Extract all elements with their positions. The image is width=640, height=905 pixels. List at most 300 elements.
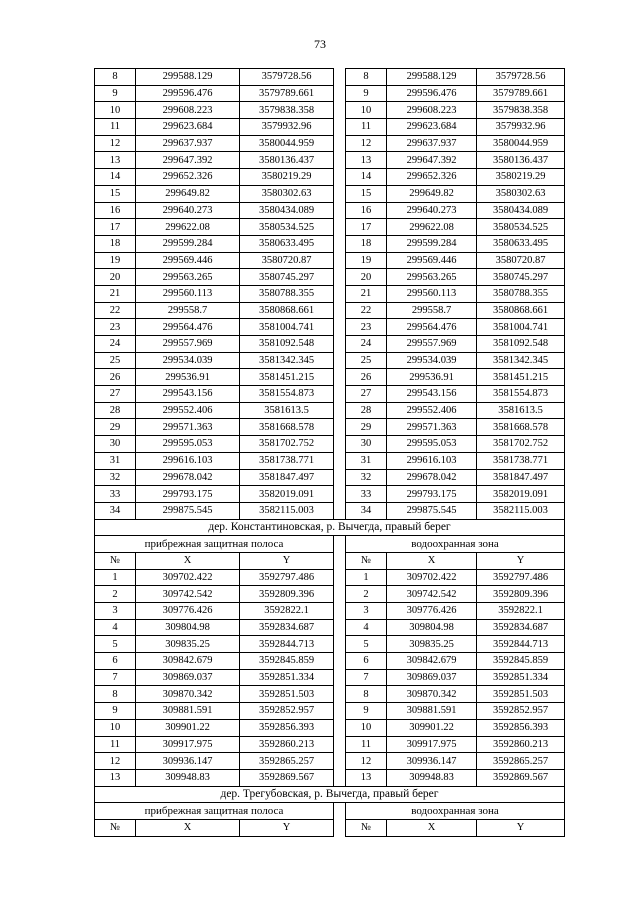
right-y-coordinate: 3592851.334 [477,669,565,686]
left-point-number: 32 [95,469,136,486]
table-row [95,219,565,236]
left-x-coordinate: 309948.83 [136,769,240,786]
right-point-number: 19 [346,252,387,269]
right-point-number: 22 [346,302,387,319]
left-number-header: № [95,552,136,569]
right-y-coordinate: 3579728.56 [477,69,565,86]
left-y-coordinate: 3580534.525 [240,219,334,236]
right-y-coordinate: 3580745.297 [477,269,565,286]
left-y-coordinate: 3592844.713 [240,636,334,653]
table-row [95,502,565,519]
left-point-number: 6 [95,653,136,670]
left-y-coordinate: 3580302.63 [240,185,334,202]
left-point-number: 11 [95,736,136,753]
left-point-number: 1 [95,569,136,586]
table-row [95,352,565,369]
column-gap [334,119,346,136]
right-point-number: 11 [346,119,387,136]
right-point-number: 11 [346,736,387,753]
left-point-number: 5 [95,636,136,653]
left-y-header: Y [240,552,334,569]
right-y-coordinate: 3579838.358 [477,102,565,119]
left-x-coordinate: 299595.053 [136,436,240,453]
right-y-coordinate: 3592797.486 [477,569,565,586]
right-point-number: 25 [346,352,387,369]
section-title: дер. Трегубовская, р. Вычегда, правый берег [95,786,565,803]
right-x-coordinate: 309917.975 [387,736,477,753]
left-x-coordinate: 309804.98 [136,619,240,636]
left-y-coordinate: 3580788.355 [240,285,334,302]
table-row [95,753,565,770]
table-row [95,269,565,286]
right-point-number: 8 [346,69,387,86]
table-row [95,169,565,186]
left-x-coordinate: 309901.22 [136,719,240,736]
column-gap [334,135,346,152]
left-point-number: 22 [95,302,136,319]
left-y-coordinate: 3579728.56 [240,69,334,86]
left-point-number: 17 [95,219,136,236]
right-x-coordinate: 299678.042 [387,469,477,486]
right-x-coordinate: 299560.113 [387,285,477,302]
right-y-coordinate: 3592851.503 [477,686,565,703]
column-gap [334,219,346,236]
right-point-number: 2 [346,586,387,603]
right-y-coordinate: 3580868.661 [477,302,565,319]
right-y-coordinate: 3592844.713 [477,636,565,653]
left-point-number: 3 [95,603,136,620]
left-x-coordinate: 299563.265 [136,269,240,286]
left-point-number: 19 [95,252,136,269]
left-point-number: 10 [95,719,136,736]
left-y-coordinate: 3580720.87 [240,252,334,269]
left-y-coordinate: 3592860.213 [240,736,334,753]
left-point-number: 2 [95,586,136,603]
right-point-number: 20 [346,269,387,286]
right-point-number: 26 [346,369,387,386]
left-y-coordinate: 3581738.771 [240,452,334,469]
column-gap [334,819,346,836]
right-y-coordinate: 3592869.567 [477,769,565,786]
left-x-coordinate: 299640.273 [136,202,240,219]
column-gap [334,603,346,620]
right-point-number: 24 [346,336,387,353]
right-x-coordinate: 309742.542 [387,586,477,603]
right-point-number: 34 [346,502,387,519]
right-y-coordinate: 3580534.525 [477,219,565,236]
column-gap [334,252,346,269]
column-gap [334,619,346,636]
right-y-coordinate: 3580788.355 [477,285,565,302]
right-point-number: 9 [346,85,387,102]
left-y-coordinate: 3580633.495 [240,235,334,252]
column-gap [334,636,346,653]
right-point-number: 9 [346,703,387,720]
right-point-number: 6 [346,653,387,670]
left-point-number: 21 [95,285,136,302]
left-point-number: 13 [95,152,136,169]
column-gap [334,85,346,102]
left-x-coordinate: 309842.679 [136,653,240,670]
left-y-coordinate: 3579789.661 [240,85,334,102]
column-gap [334,803,346,820]
column-gap [334,185,346,202]
right-y-coordinate: 3579789.661 [477,85,565,102]
right-point-number: 32 [346,469,387,486]
table-row [95,769,565,786]
right-y-coordinate: 3580633.495 [477,235,565,252]
left-x-coordinate: 299558.7 [136,302,240,319]
left-point-number: 34 [95,502,136,519]
left-x-coordinate: 309742.542 [136,586,240,603]
column-gap [334,569,346,586]
right-x-coordinate: 299557.969 [387,336,477,353]
right-x-coordinate: 299647.392 [387,152,477,169]
right-number-header: № [346,552,387,569]
left-y-coordinate: 3592869.567 [240,769,334,786]
table-row [95,386,565,403]
left-point-number: 11 [95,119,136,136]
right-y-coordinate: 3582115.003 [477,502,565,519]
left-x-coordinate: 299569.446 [136,252,240,269]
left-point-number: 28 [95,402,136,419]
right-x-coordinate: 299640.273 [387,202,477,219]
right-x-coordinate: 299571.363 [387,419,477,436]
right-x-coordinate: 309702.422 [387,569,477,586]
left-y-coordinate: 3582115.003 [240,502,334,519]
right-y-coordinate: 3592822.1 [477,603,565,620]
right-y-coordinate: 3592834.687 [477,619,565,636]
table-row [95,135,565,152]
right-x-coordinate: 309869.037 [387,669,477,686]
column-gap [334,452,346,469]
right-point-number: 13 [346,769,387,786]
right-x-coordinate: 299588.129 [387,69,477,86]
left-point-number: 27 [95,386,136,403]
table-row [95,69,565,86]
table-row [95,436,565,453]
left-x-coordinate: 299534.039 [136,352,240,369]
left-x-coordinate: 299560.113 [136,285,240,302]
left-x-coordinate: 299637.937 [136,135,240,152]
left-y-coordinate: 3580434.089 [240,202,334,219]
table-row [95,636,565,653]
right-point-number: 18 [346,235,387,252]
column-gap [334,753,346,770]
right-point-number: 3 [346,603,387,620]
left-point-number: 30 [95,436,136,453]
table-row [95,402,565,419]
column-gap [334,469,346,486]
table-row [95,586,565,603]
left-y-coordinate: 3579838.358 [240,102,334,119]
right-y-coordinate: 3581451.215 [477,369,565,386]
table-row [95,569,565,586]
column-gap [334,736,346,753]
left-point-number: 9 [95,703,136,720]
left-y-coordinate: 3579932.96 [240,119,334,136]
table-row [95,252,565,269]
left-x-coordinate: 299599.284 [136,235,240,252]
column-gap [334,235,346,252]
right-point-number: 15 [346,185,387,202]
right-y-coordinate: 3581702.752 [477,436,565,453]
right-x-coordinate: 299543.156 [387,386,477,403]
right-y-coordinate: 3581554.873 [477,386,565,403]
table-row [95,302,565,319]
left-x-coordinate: 299588.129 [136,69,240,86]
right-y-coordinate: 3579932.96 [477,119,565,136]
right-y-coordinate: 3581668.578 [477,419,565,436]
right-x-header: X [387,819,477,836]
left-point-number: 12 [95,753,136,770]
right-y-coordinate: 3580434.089 [477,202,565,219]
left-y-coordinate: 3580745.297 [240,269,334,286]
left-point-number: 8 [95,69,136,86]
right-x-coordinate: 309901.22 [387,719,477,736]
column-gap [334,152,346,169]
right-point-number: 12 [346,135,387,152]
right-x-coordinate: 299552.406 [387,402,477,419]
right-point-number: 12 [346,753,387,770]
right-x-coordinate: 299558.7 [387,302,477,319]
column-gap [334,302,346,319]
column-gap [334,436,346,453]
column-gap [334,319,346,336]
left-point-number: 7 [95,669,136,686]
table-row [95,669,565,686]
right-x-coordinate: 299536.91 [387,369,477,386]
right-x-coordinate: 309881.591 [387,703,477,720]
right-y-coordinate: 3592865.257 [477,753,565,770]
left-x-coordinate: 299623.684 [136,119,240,136]
right-y-coordinate: 3582019.091 [477,486,565,503]
right-point-number: 21 [346,285,387,302]
left-y-coordinate: 3580219.29 [240,169,334,186]
left-x-coordinate: 299649.82 [136,185,240,202]
table-row [95,419,565,436]
left-x-coordinate: 309936.147 [136,753,240,770]
right-x-coordinate: 299563.265 [387,269,477,286]
left-x-coordinate: 309869.037 [136,669,240,686]
column-gap [334,653,346,670]
left-x-coordinate: 299622.08 [136,219,240,236]
left-point-number: 8 [95,686,136,703]
right-x-coordinate: 309842.679 [387,653,477,670]
left-x-coordinate: 309870.342 [136,686,240,703]
right-x-coordinate: 309936.147 [387,753,477,770]
right-y-coordinate: 3592860.213 [477,736,565,753]
table-row [95,452,565,469]
right-x-coordinate: 309776.426 [387,603,477,620]
right-x-coordinate: 299622.08 [387,219,477,236]
table-row [95,235,565,252]
left-point-number: 14 [95,169,136,186]
column-gap [334,285,346,302]
left-y-coordinate: 3592851.334 [240,669,334,686]
right-y-coordinate: 3580136.437 [477,152,565,169]
right-x-coordinate: 309870.342 [387,686,477,703]
right-y-coordinate: 3581342.345 [477,352,565,369]
table-row [95,686,565,703]
left-y-header: Y [240,819,334,836]
header-row [95,552,565,569]
left-point-number: 31 [95,452,136,469]
column-gap [334,386,346,403]
table-row [95,102,565,119]
right-x-coordinate: 299616.103 [387,452,477,469]
right-y-coordinate: 3592852.957 [477,703,565,720]
page-number: 73 [314,37,326,51]
right-zone-label: водоохранная зона [346,803,565,820]
left-x-coordinate: 299647.392 [136,152,240,169]
left-y-coordinate: 3581451.215 [240,369,334,386]
left-x-coordinate: 309702.422 [136,569,240,586]
left-point-number: 12 [95,135,136,152]
right-y-coordinate: 3580219.29 [477,169,565,186]
table-row [95,336,565,353]
left-y-coordinate: 3592822.1 [240,603,334,620]
right-y-coordinate: 3581613.5 [477,402,565,419]
right-point-number: 7 [346,669,387,686]
right-x-coordinate: 299569.446 [387,252,477,269]
column-gap [334,336,346,353]
table-row [95,119,565,136]
column-gap [334,352,346,369]
table-row [95,202,565,219]
right-x-coordinate: 299595.053 [387,436,477,453]
left-x-coordinate: 299616.103 [136,452,240,469]
right-point-number: 10 [346,719,387,736]
right-y-header: Y [477,819,565,836]
right-y-coordinate: 3580720.87 [477,252,565,269]
left-x-coordinate: 299552.406 [136,402,240,419]
left-y-coordinate: 3592809.396 [240,586,334,603]
left-y-coordinate: 3592852.957 [240,703,334,720]
right-x-coordinate: 299564.476 [387,319,477,336]
left-y-coordinate: 3592856.393 [240,719,334,736]
column-gap [334,419,346,436]
right-x-coordinate: 309948.83 [387,769,477,786]
column-gap [334,269,346,286]
right-point-number: 17 [346,219,387,236]
right-point-number: 5 [346,636,387,653]
right-y-coordinate: 3581738.771 [477,452,565,469]
right-point-number: 1 [346,569,387,586]
coordinates-table [94,68,565,837]
right-point-number: 10 [346,102,387,119]
right-point-number: 23 [346,319,387,336]
right-point-number: 16 [346,202,387,219]
left-x-coordinate: 299793.175 [136,486,240,503]
left-point-number: 29 [95,419,136,436]
left-y-coordinate: 3581342.345 [240,352,334,369]
table-row [95,703,565,720]
column-gap [334,486,346,503]
left-x-coordinate: 299557.969 [136,336,240,353]
right-x-header: X [387,552,477,569]
left-x-header: X [136,552,240,569]
right-y-coordinate: 3580044.959 [477,135,565,152]
right-y-coordinate: 3581092.548 [477,336,565,353]
left-point-number: 18 [95,235,136,252]
right-x-coordinate: 299875.545 [387,502,477,519]
left-point-number: 26 [95,369,136,386]
left-point-number: 20 [95,269,136,286]
left-point-number: 13 [95,769,136,786]
right-number-header: № [346,819,387,836]
left-x-coordinate: 299678.042 [136,469,240,486]
left-y-coordinate: 3592834.687 [240,619,334,636]
table-row [95,369,565,386]
left-y-coordinate: 3582019.091 [240,486,334,503]
table-row [95,319,565,336]
right-y-coordinate: 3592809.396 [477,586,565,603]
left-x-coordinate: 309881.591 [136,703,240,720]
right-x-coordinate: 299608.223 [387,102,477,119]
coordinates-table-body [95,69,565,837]
right-x-coordinate: 299596.476 [387,85,477,102]
column-gap [334,552,346,569]
left-y-coordinate: 3592845.859 [240,653,334,670]
left-y-coordinate: 3580868.661 [240,302,334,319]
right-y-coordinate: 3592845.859 [477,653,565,670]
right-x-coordinate: 299793.175 [387,486,477,503]
zone-label-row [95,536,565,553]
right-zone-label: водоохранная зона [346,536,565,553]
table-row [95,486,565,503]
left-y-coordinate: 3581847.497 [240,469,334,486]
section-title-row [95,519,565,536]
right-point-number: 33 [346,486,387,503]
table-row [95,719,565,736]
left-y-coordinate: 3581092.548 [240,336,334,353]
column-gap [334,369,346,386]
left-x-coordinate: 299596.476 [136,85,240,102]
left-x-coordinate: 299571.363 [136,419,240,436]
left-x-coordinate: 299536.91 [136,369,240,386]
left-y-coordinate: 3581702.752 [240,436,334,453]
column-gap [334,502,346,519]
table-row [95,603,565,620]
left-y-coordinate: 3580044.959 [240,135,334,152]
header-row [95,819,565,836]
left-y-coordinate: 3580136.437 [240,152,334,169]
left-y-coordinate: 3581668.578 [240,419,334,436]
column-gap [334,536,346,553]
right-y-coordinate: 3592856.393 [477,719,565,736]
section-title: дер. Константиновская, р. Вычегда, правый берег [95,519,565,536]
right-x-coordinate: 299534.039 [387,352,477,369]
zone-label-row [95,803,565,820]
left-y-coordinate: 3581554.873 [240,386,334,403]
right-point-number: 8 [346,686,387,703]
column-gap [334,402,346,419]
left-x-coordinate: 299564.476 [136,319,240,336]
left-x-coordinate: 309776.426 [136,603,240,620]
column-gap [334,202,346,219]
right-x-coordinate: 299623.684 [387,119,477,136]
left-y-coordinate: 3581613.5 [240,402,334,419]
left-x-coordinate: 309835.25 [136,636,240,653]
left-x-coordinate: 299875.545 [136,502,240,519]
left-y-coordinate: 3592851.503 [240,686,334,703]
right-y-coordinate: 3581847.497 [477,469,565,486]
left-point-number: 23 [95,319,136,336]
table-row [95,469,565,486]
right-x-coordinate: 299599.284 [387,235,477,252]
left-x-coordinate: 299652.326 [136,169,240,186]
